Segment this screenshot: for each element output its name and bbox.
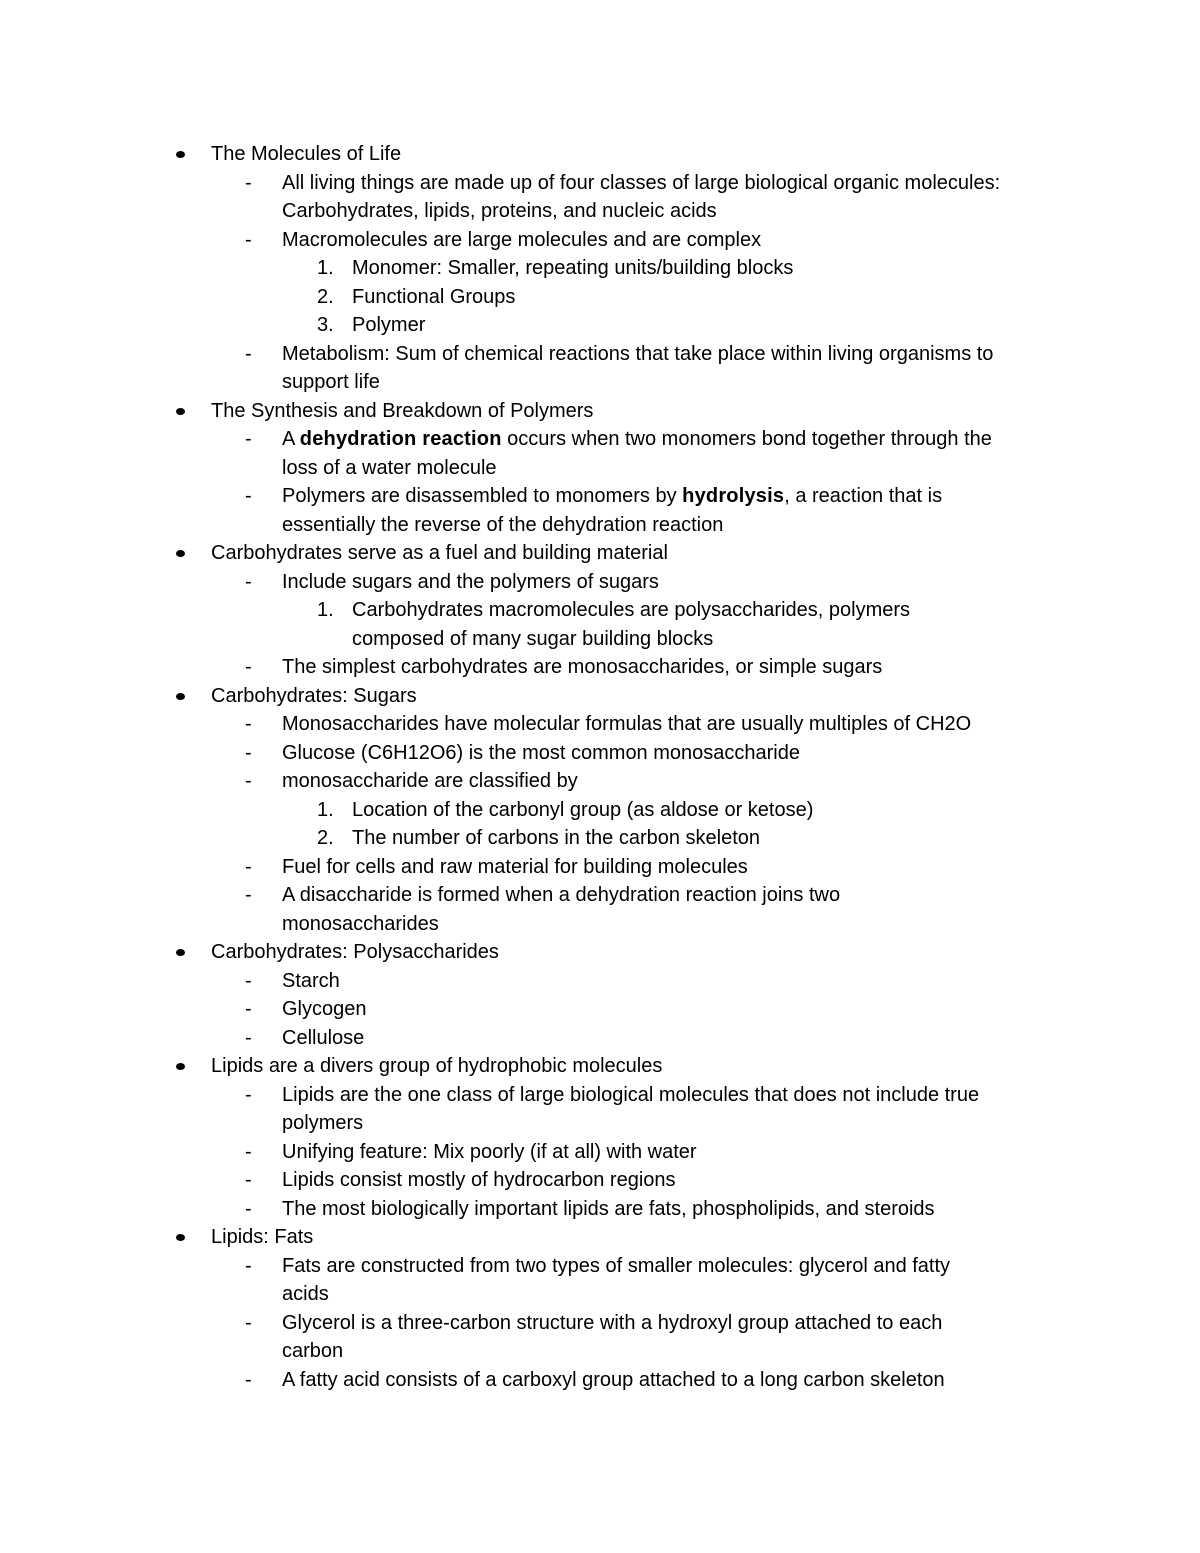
numbered-item — [0, 824, 1200, 853]
list-item — [0, 425, 1200, 454]
numbered-item-text: Polymer — [352, 314, 426, 336]
section-heading-text: Carbohydrates serve as a fuel and building material — [211, 542, 668, 564]
section-heading-text: The Synthesis and Breakdown of Polymers — [211, 399, 594, 422]
notes-outline — [0, 140, 1200, 1394]
list-item-text: A fatty acid consists of a carboxyl group attached to a long carbon skeleton — [282, 1368, 945, 1391]
list-item-text: loss of a water molecule — [282, 456, 497, 479]
dash-marker: - — [245, 884, 252, 906]
numbered-item-text: Carbohydrates macromolecules are polysaccharides, polymers — [352, 599, 911, 621]
dash-marker: - — [245, 998, 252, 1020]
dash-marker: - — [245, 342, 252, 365]
list-item-text: Cellulose — [282, 1026, 365, 1049]
numbered-item — [0, 283, 1200, 312]
list-item-text: Carbohydrates, lipids, proteins, and nucleic acids — [282, 200, 717, 222]
list-item-text: Glycerol is a three-carbon structure with a hydroxyl group attached to each — [282, 1311, 943, 1334]
list-item-text: polymers — [282, 1112, 364, 1134]
numbered-item-text: Functional Groups — [352, 285, 516, 308]
list-item — [0, 1109, 1200, 1138]
list-item — [0, 1024, 1200, 1053]
list-item — [0, 710, 1200, 739]
list-item — [0, 568, 1200, 597]
list-item-text: The most biologically important lipids are fats, phospholipids, and steroids — [282, 1197, 935, 1220]
section-heading — [0, 140, 1200, 169]
list-item — [0, 1081, 1200, 1110]
dash-marker: - — [245, 1169, 252, 1191]
list-item-text: Starch — [282, 969, 340, 992]
bullet-icon — [176, 949, 185, 956]
list-item — [0, 340, 1200, 369]
number-marker: 1. — [317, 599, 334, 621]
section-heading — [0, 1052, 1200, 1081]
dash-marker: - — [245, 770, 252, 792]
section-heading-text: Lipids are a divers group of hydrophobic molecules — [211, 1055, 663, 1077]
list-item-text: Polymers are disassembled to monomers by hydrolysis, a reaction that is — [282, 485, 943, 507]
numbered-item-text: composed of many sugar building blocks — [352, 627, 714, 650]
list-item — [0, 226, 1200, 255]
numbered-item — [0, 254, 1200, 283]
numbered-item-text: The number of carbons in the carbon skeleton — [352, 827, 761, 849]
bullet-icon — [176, 1234, 185, 1241]
section-heading-text: Carbohydrates: Sugars — [211, 684, 417, 707]
list-item — [0, 368, 1200, 397]
list-item-text: monosaccharide are classified by — [282, 770, 578, 792]
dash-marker: - — [245, 1083, 252, 1106]
numbered-item — [0, 596, 1200, 625]
numbered-item — [0, 796, 1200, 825]
list-item — [0, 1366, 1200, 1395]
dash-marker: - — [245, 428, 252, 450]
list-item-text: Lipids consist mostly of hydrocarbon regions — [282, 1169, 676, 1191]
dash-marker: - — [245, 485, 252, 507]
list-item — [0, 653, 1200, 682]
numbered-item-text: Monomer: Smaller, repeating units/building blocks — [352, 257, 794, 279]
number-marker: 1. — [317, 257, 334, 279]
list-item — [0, 1309, 1200, 1338]
dash-marker: - — [245, 570, 252, 593]
list-item — [0, 739, 1200, 768]
list-item-text: essentially the reverse of the dehydration reaction — [282, 513, 724, 536]
section-heading — [0, 682, 1200, 711]
bullet-icon — [176, 151, 185, 158]
section-heading — [0, 938, 1200, 967]
list-item — [0, 482, 1200, 511]
list-item-text: acids — [282, 1283, 329, 1305]
dash-marker: - — [245, 656, 252, 678]
list-item-text: support life — [282, 371, 380, 393]
section-heading-text: The Molecules of Life — [211, 143, 402, 165]
list-item-text: A dehydration reaction occurs when two monomers bond together through the — [282, 428, 992, 450]
dash-marker: - — [245, 1311, 252, 1334]
list-item-text: All living things are made up of four classes of large biological organic molecules: — [282, 171, 1001, 194]
list-item-text: Monosaccharides have molecular formulas that are usually multiples of CH2O — [282, 713, 972, 735]
list-item — [0, 454, 1200, 483]
number-marker: 2. — [317, 285, 334, 308]
dash-marker: - — [245, 855, 252, 878]
list-item — [0, 1252, 1200, 1281]
list-item — [0, 767, 1200, 796]
dash-marker: - — [245, 969, 252, 992]
list-item — [0, 169, 1200, 198]
number-marker: 2. — [317, 827, 334, 849]
dash-marker: - — [245, 713, 252, 735]
list-item-text: The simplest carbohydrates are monosaccharides, or simple sugars — [282, 656, 883, 678]
section-heading — [0, 539, 1200, 568]
dash-marker: - — [245, 1026, 252, 1049]
list-item — [0, 881, 1200, 910]
section-heading — [0, 397, 1200, 426]
dash-marker: - — [245, 228, 252, 251]
list-item-text: Lipids are the one class of large biological molecules that does not include true — [282, 1083, 980, 1106]
dash-marker: - — [245, 1197, 252, 1220]
list-item-text: A disaccharide is formed when a dehydration reaction joins two — [282, 884, 841, 906]
numbered-item — [0, 625, 1200, 654]
number-marker: 1. — [317, 798, 334, 821]
list-item — [0, 1337, 1200, 1366]
bullet-icon — [176, 1063, 185, 1070]
dash-marker: - — [245, 741, 252, 764]
list-item — [0, 967, 1200, 996]
dash-marker: - — [245, 1140, 252, 1163]
list-item-text: Metabolism: Sum of chemical reactions that take place within living organisms to — [282, 342, 994, 365]
list-item-text: Unifying feature: Mix poorly (if at all) with water — [282, 1140, 697, 1163]
list-item-text: Macromolecules are large molecules and are complex — [282, 228, 762, 251]
list-item — [0, 197, 1200, 226]
numbered-item-text: Location of the carbonyl group (as aldose or ketose) — [352, 798, 814, 821]
list-item — [0, 910, 1200, 939]
list-item — [0, 1138, 1200, 1167]
list-item-text: carbon — [282, 1340, 344, 1362]
bullet-icon — [176, 408, 185, 415]
list-item-text: monosaccharides — [282, 912, 439, 935]
number-marker: 3. — [317, 314, 334, 336]
list-item — [0, 995, 1200, 1024]
numbered-item — [0, 311, 1200, 340]
list-item — [0, 1166, 1200, 1195]
list-item-text: Glycogen — [282, 998, 367, 1020]
bullet-icon — [176, 550, 185, 557]
dash-marker: - — [245, 1368, 252, 1391]
dash-marker: - — [245, 1254, 252, 1277]
section-heading-text: Lipids: Fats — [211, 1226, 314, 1248]
section-heading-text: Carbohydrates: Polysaccharides — [211, 941, 499, 963]
list-item — [0, 853, 1200, 882]
dash-marker: - — [245, 171, 252, 194]
list-item-text: Fuel for cells and raw material for building molecules — [282, 855, 748, 878]
list-item — [0, 1195, 1200, 1224]
bullet-icon — [176, 693, 185, 700]
list-item-text: Glucose (C6H12O6) is the most common monosaccharide — [282, 741, 800, 764]
list-item — [0, 511, 1200, 540]
list-item-text: Include sugars and the polymers of sugars — [282, 570, 659, 593]
list-item-text: Fats are constructed from two types of smaller molecules: glycerol and fatty — [282, 1254, 951, 1277]
section-heading — [0, 1223, 1200, 1252]
list-item — [0, 1280, 1200, 1309]
